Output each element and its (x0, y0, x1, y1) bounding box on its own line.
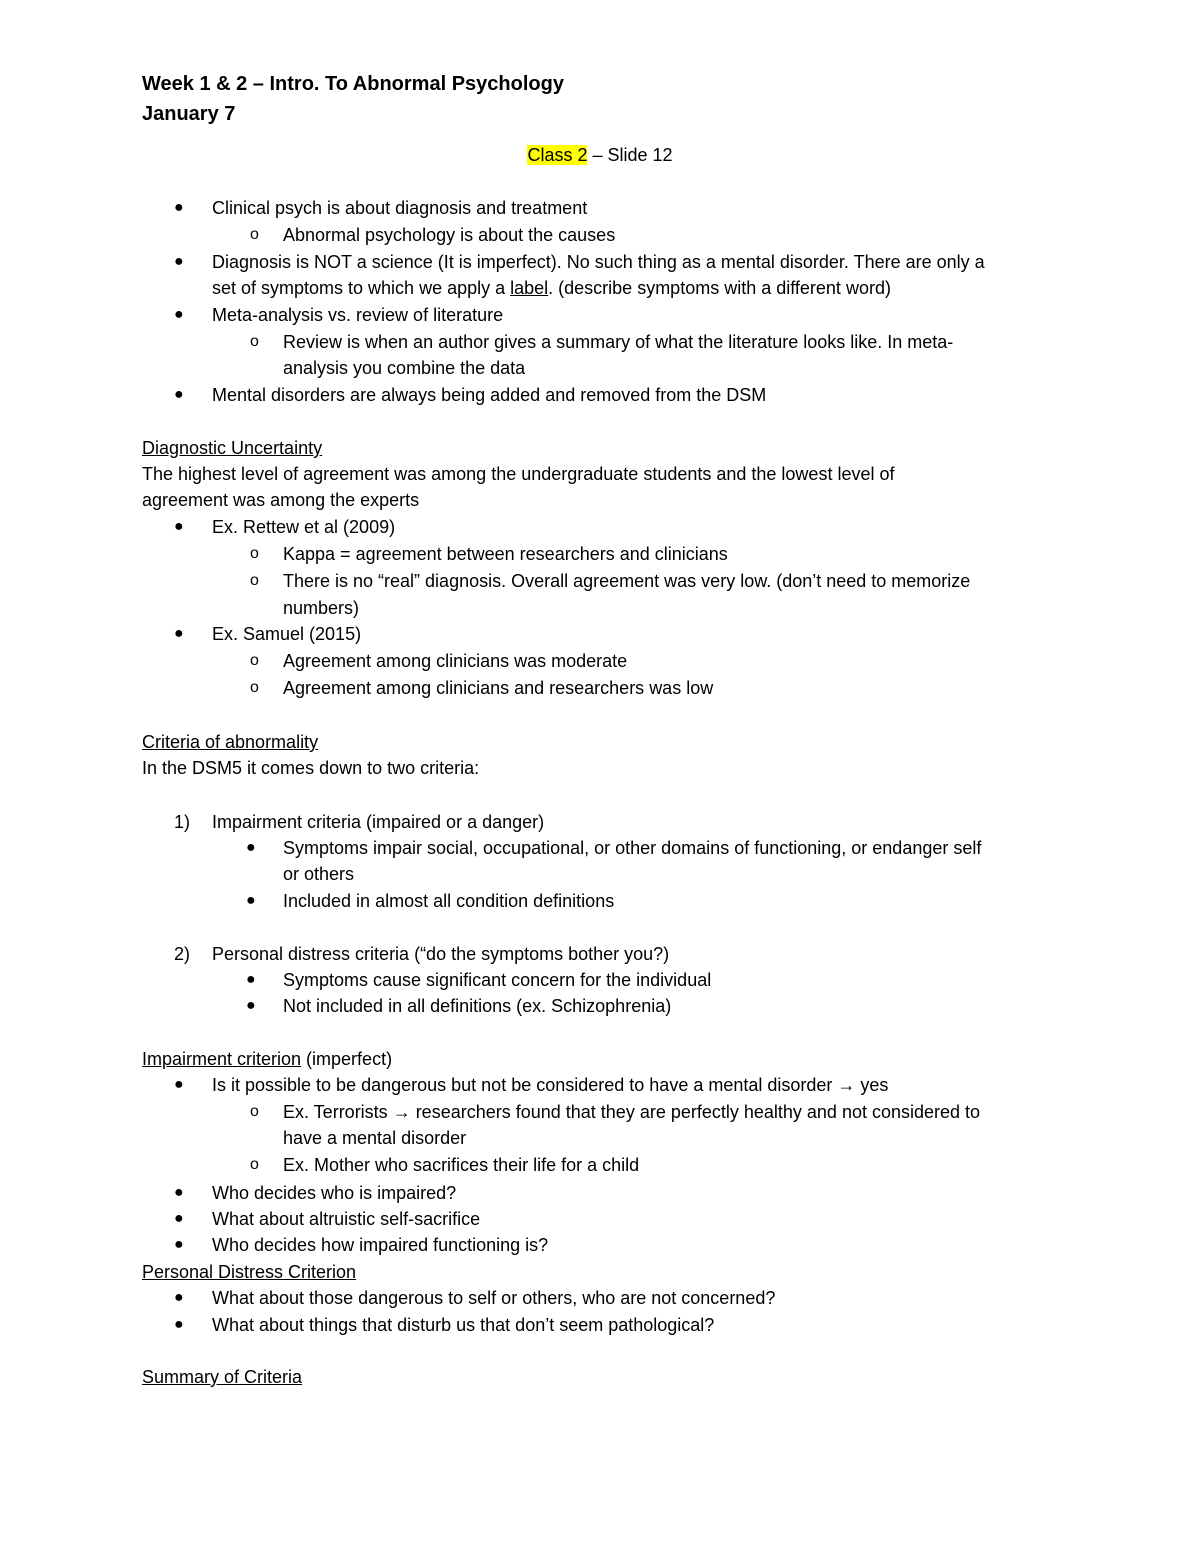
sub-bullet-icon: o (250, 652, 259, 669)
bullet-icon: ● (246, 892, 256, 909)
list-item (212, 1072, 888, 1098)
list-item: Mental disorders are always being added and removed from the DSM (212, 385, 767, 405)
bullet-icon: ● (246, 839, 256, 856)
text-span: Is it possible to be dangerous but not be considered to have a mental disorder (212, 1075, 838, 1095)
sub-bullet-icon: o (250, 1103, 259, 1120)
list-item: Symptoms cause significant concern for the individual (283, 970, 712, 990)
sub-list-item: Abnormal psychology is about the causes (283, 225, 616, 245)
bullet-icon: ● (174, 1236, 184, 1253)
list-number: 2) (174, 944, 191, 964)
list-item: Included in almost all condition definitions (283, 891, 615, 911)
heading-text: Impairment criterion (142, 1049, 302, 1069)
list-number: 1) (174, 812, 191, 832)
list-item: What about those dangerous to self or others, who are not concerned? (212, 1288, 776, 1308)
bullet-icon: ● (174, 1076, 184, 1093)
bullet-icon: ● (174, 306, 184, 323)
document-date: January 7 (142, 103, 236, 125)
text-span: set of symptoms to which we apply a (212, 278, 511, 298)
list-item: Who decides how impaired functioning is? (212, 1235, 549, 1255)
bullet-icon: ● (174, 1210, 184, 1227)
bullet-icon: ● (174, 1184, 184, 1201)
section-heading-impairment (142, 1046, 392, 1072)
section-heading-personal-distress: Personal Distress Criterion (142, 1262, 357, 1282)
list-item: Ex. Samuel (2015) (212, 624, 362, 644)
sub-bullet-icon: o (250, 226, 259, 243)
text-span: yes (855, 1075, 889, 1095)
bullet-icon: ● (174, 518, 184, 535)
list-item: Ex. Rettew et al (2009) (212, 517, 396, 537)
text-span: Ex. Terrorists (283, 1102, 393, 1122)
arrow-icon: → (392, 1102, 411, 1122)
text-span: researchers found that they are perfectly healthy and not considered to (410, 1102, 981, 1122)
sub-list-item: There is no “real” diagnosis. Overall agreement was very low. (don’t need to memorize (283, 571, 971, 591)
section-heading-criteria: Criteria of abnormality (142, 732, 319, 752)
heading-suffix: (imperfect) (301, 1049, 393, 1069)
bullet-icon: ● (174, 1289, 184, 1306)
bullet-icon: ● (174, 1316, 184, 1333)
numbered-item: Personal distress criteria (“do the symptoms bother you?) (212, 944, 670, 964)
sub-bullet-icon: o (250, 679, 259, 696)
sub-list-item-continuation: analysis you combine the data (283, 358, 526, 378)
document-title: Week 1 & 2 – Intro. To Abnormal Psychology (142, 73, 564, 95)
list-item-continuation (212, 275, 891, 301)
sub-list-item: Kappa = agreement between researchers and clinicians (283, 544, 728, 564)
sub-bullet-icon: o (250, 572, 259, 589)
arrow-icon: → (837, 1075, 856, 1095)
list-item: Not included in all definitions (ex. Schizophrenia) (283, 996, 672, 1016)
sub-bullet-icon: o (250, 333, 259, 350)
list-item: Symptoms impair social, occupational, or other domains of functioning, or endanger self (283, 838, 982, 858)
sub-list-item: Ex. Mother who sacrifices their life for a child (283, 1155, 640, 1175)
bullet-icon: ● (174, 253, 184, 270)
list-item: Diagnosis is NOT a science (It is imperfect). No such thing as a mental disorder. There are only a (212, 252, 985, 272)
sub-bullet-icon: o (250, 545, 259, 562)
sub-list-item: Agreement among clinicians was moderate (283, 651, 628, 671)
paragraph: In the DSM5 it comes down to two criteria: (142, 758, 480, 778)
paragraph: The highest level of agreement was among the undergraduate students and the lowest level of (142, 464, 895, 484)
list-item: Clinical psych is about diagnosis and treatment (212, 198, 588, 218)
class-label: Class 2 (527, 145, 588, 165)
underlined-term: label (510, 278, 549, 298)
sub-list-item-continuation: numbers) (283, 598, 360, 618)
list-item-continuation: or others (283, 864, 355, 884)
sub-list-item: Agreement among clinicians and researchers was low (283, 678, 714, 698)
numbered-item: Impairment criteria (impaired or a danger) (212, 812, 545, 832)
list-item: Meta-analysis vs. review of literature (212, 305, 504, 325)
sub-list-item (283, 1099, 980, 1125)
text-span: . (describe symptoms with a different word) (548, 278, 891, 298)
list-item: What about things that disturb us that don’t seem pathological? (212, 1315, 715, 1335)
list-item: What about altruistic self-sacrifice (212, 1209, 481, 1229)
bullet-icon: ● (246, 997, 256, 1014)
section-heading-summary: Summary of Criteria (142, 1367, 303, 1387)
bullet-icon: ● (246, 971, 256, 988)
class-slide-line (0, 142, 1200, 168)
sub-list-item-continuation: have a mental disorder (283, 1128, 467, 1148)
slide-label: – Slide 12 (587, 145, 673, 165)
bullet-icon: ● (174, 199, 184, 216)
paragraph-continuation: agreement was among the experts (142, 490, 420, 510)
bullet-icon: ● (174, 625, 184, 642)
sub-bullet-icon: o (250, 1156, 259, 1173)
section-heading-diagnostic-uncertainty: Diagnostic Uncertainty (142, 438, 323, 458)
sub-list-item: Review is when an author gives a summary of what the literature looks like. In meta- (283, 332, 954, 352)
list-item: Who decides who is impaired? (212, 1183, 457, 1203)
bullet-icon: ● (174, 386, 184, 403)
